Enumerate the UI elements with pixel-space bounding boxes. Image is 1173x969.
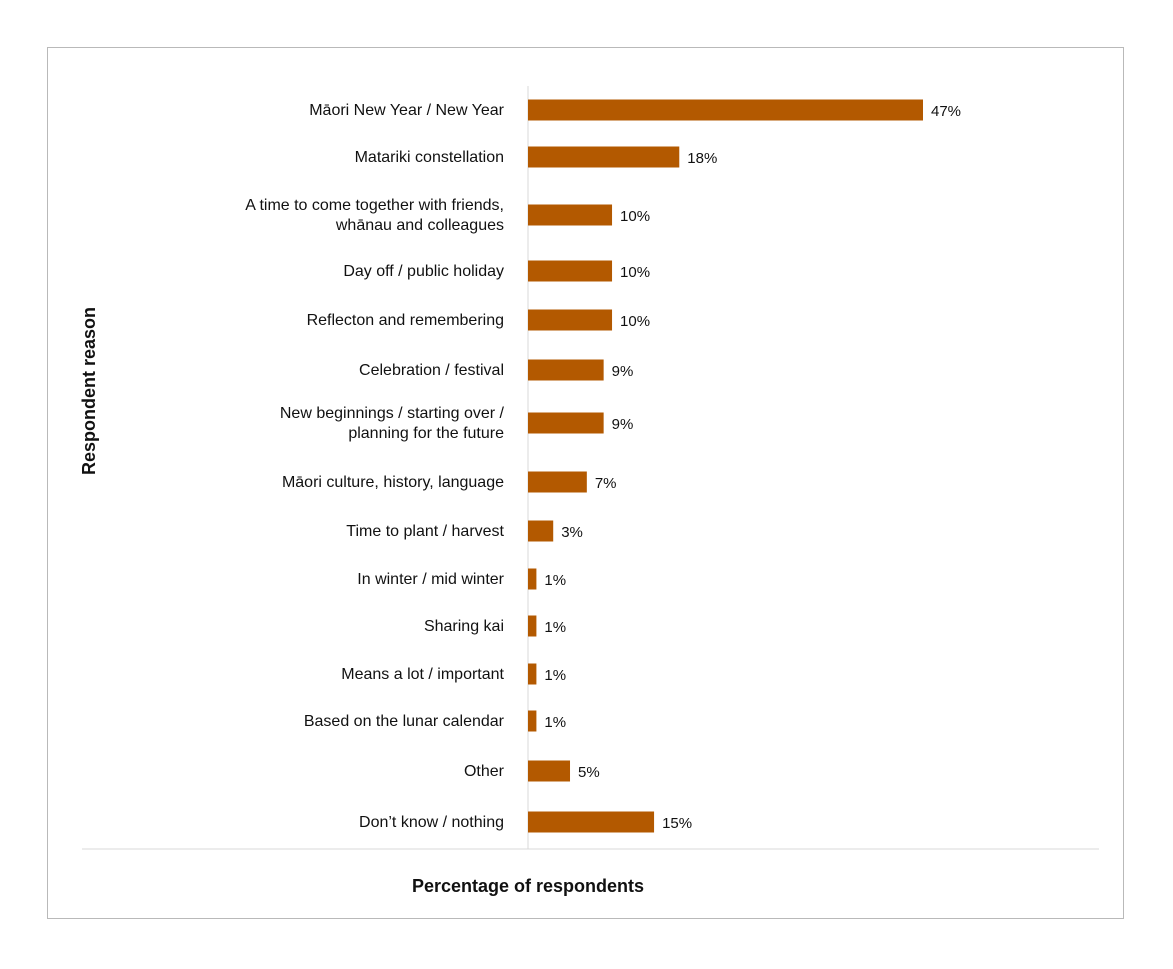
category-label-line: Day off / public holiday [343,263,504,280]
category-label [282,474,504,491]
category-label-line: planning for the future [348,425,504,442]
y-axis-title: Respondent reason [79,306,99,476]
bar-value-label: 10% [620,208,651,225]
bar-value-label: 47% [931,103,962,120]
category-label [280,405,505,442]
category-label [359,362,504,379]
category-label [464,763,505,780]
bar [528,664,536,685]
category-label-line: Sharing kai [423,618,504,635]
category-label [304,713,505,730]
category-label-line: New beginnings / starting over / [279,405,504,422]
bar [528,261,612,282]
category-labels-group [245,102,504,831]
category-label-line: Māori culture, history, language [281,474,504,491]
bar-value-label: 1% [544,619,567,636]
bar [528,310,612,331]
bar [528,147,679,168]
bar [528,761,570,782]
category-label-line: Celebration / festival [359,362,504,379]
bar-value-label: 1% [544,667,567,684]
category-label [343,263,504,280]
bar-value-label: 5% [578,764,600,781]
category-label-line: Don’t know / nothing [359,814,504,831]
bar-value-label: 9% [611,416,634,433]
bar [528,100,923,121]
category-label-line: Matariki constellation [354,149,504,166]
bar-value-label: 3% [561,524,583,541]
category-label-line: Other [463,763,504,780]
bar [528,360,604,381]
bars-group [528,100,923,833]
bar [528,413,604,434]
bar-value-label: 7% [594,475,617,492]
bar [528,812,654,833]
category-label-line: Māori New Year / New Year [309,102,504,119]
bar-value-label: 1% [544,714,567,731]
bar-value-label: 15% [662,815,693,832]
bar-value-label: 18% [687,150,718,167]
bar [528,711,536,732]
bar-value-label: 10% [620,264,651,281]
x-axis-title: Percentage of respondents [411,876,645,896]
bar [528,205,612,226]
category-label [245,197,504,234]
category-label [309,102,504,119]
category-label [359,814,504,831]
category-label [346,523,504,540]
category-label [355,149,504,166]
bar-value-label: 1% [544,572,567,589]
category-label-line: In winter / mid winter [357,571,504,588]
bar-value-label: 9% [611,363,634,380]
category-label [341,666,504,683]
bar [528,472,587,493]
bar-value-label: 10% [620,313,651,330]
category-label-line: Time to plant / harvest [346,523,504,540]
bar [528,569,536,590]
category-label [424,618,504,635]
category-label-line: Based on the lunar calendar [303,713,504,730]
category-label-line: Means a lot / important [341,666,504,683]
bar [528,521,553,542]
category-label-line: A time to come together with friends, [245,197,504,214]
bar [528,616,536,637]
category-label [307,312,504,329]
category-label-line: Reflecton and remembering [306,312,504,329]
category-label [357,571,504,588]
category-label-line: whānau and colleagues [335,217,504,234]
